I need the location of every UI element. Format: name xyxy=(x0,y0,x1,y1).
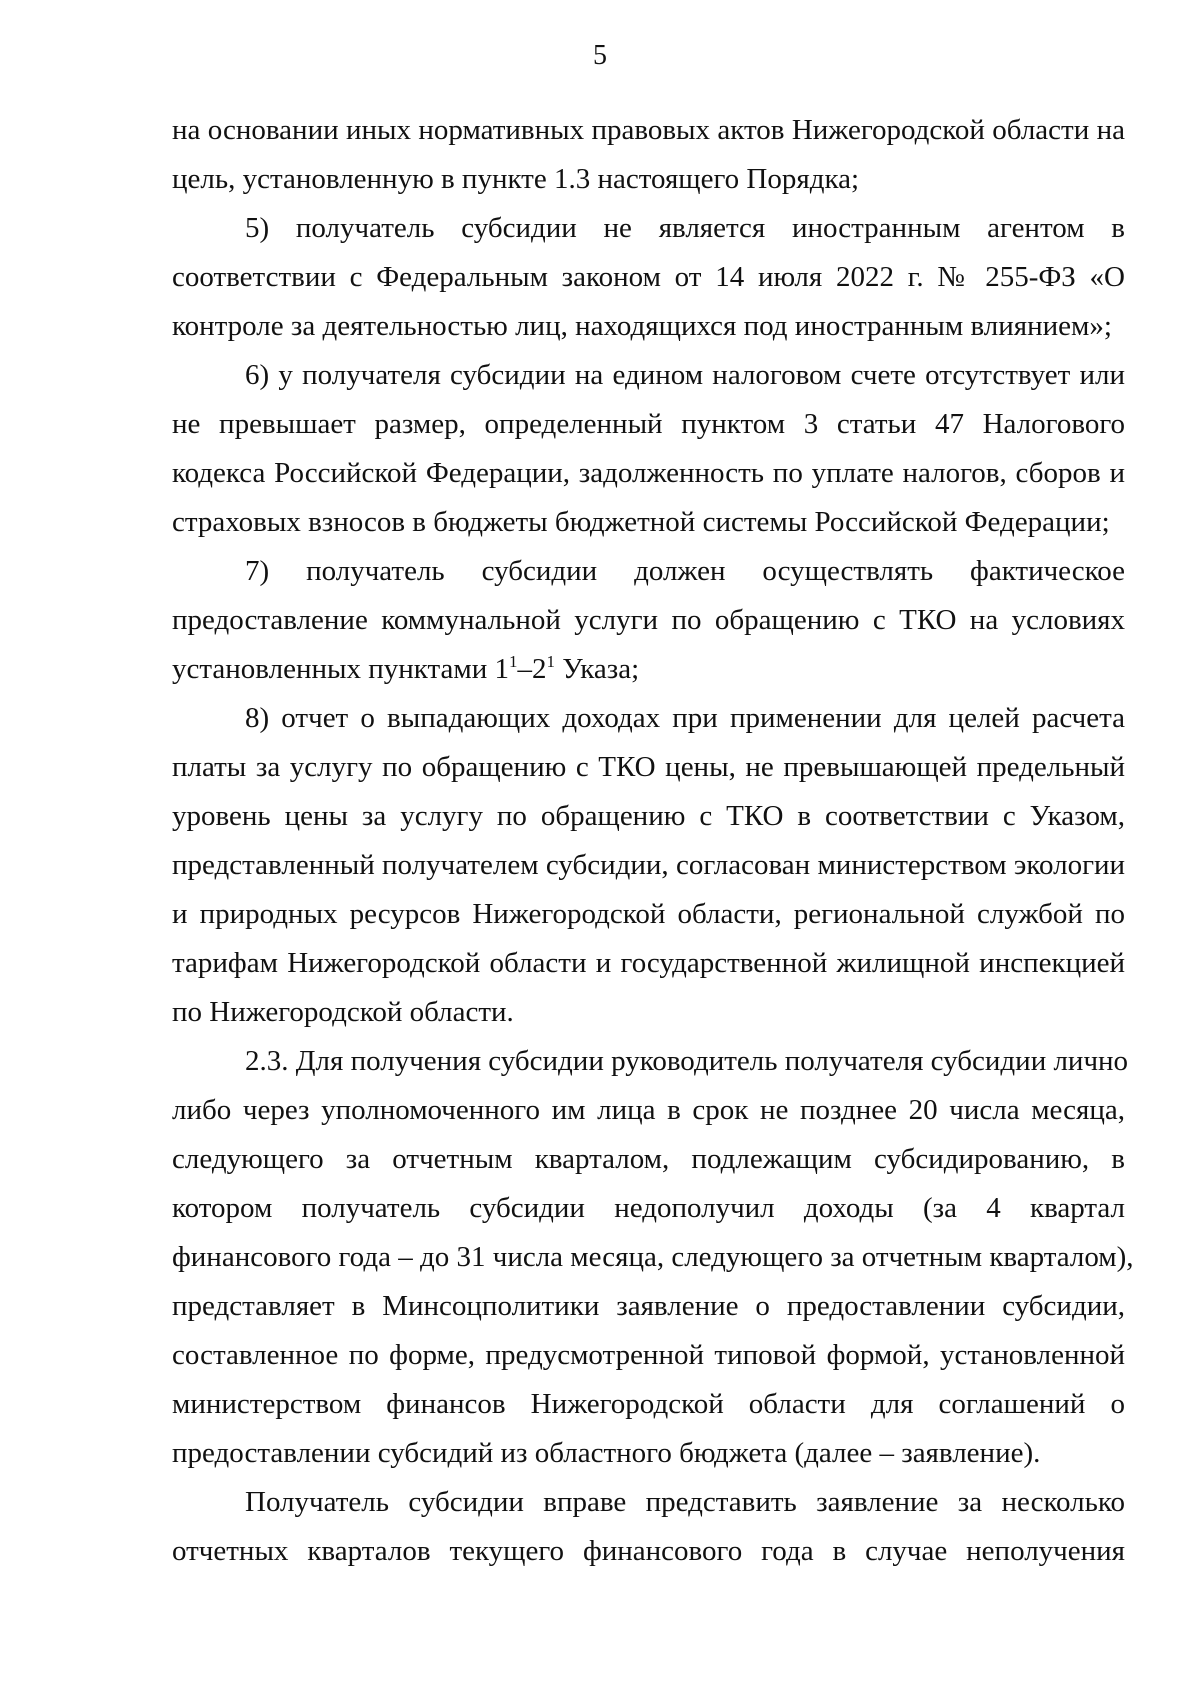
text-line: платы за услугу по обращению с ТКО цены, не превышающей предельный xyxy=(172,751,1125,783)
text-line: министерством финансов Нижегородской области для соглашений о xyxy=(172,1388,1125,1420)
text-line: котором получатель субсидии недополучил доходы (за 4 квартал xyxy=(172,1192,1125,1224)
text-line: Получатель субсидии вправе представить заявление за несколько xyxy=(245,1486,1125,1518)
text-line: на основании иных нормативных правовых актов Нижегородской области на xyxy=(172,114,1125,146)
text-line: 2.3. Для получения субсидии руководитель получателя субсидии лично xyxy=(245,1045,1129,1077)
text-line: соответствии с Федеральным законом от 14 июля 2022 г. № 255-ФЗ «О xyxy=(172,261,1125,293)
text-line: представляет в Минсоцполитики заявление о предоставлении субсидии, xyxy=(172,1290,1125,1322)
text-line: и природных ресурсов Нижегородской области, региональной службой по xyxy=(172,898,1125,930)
page-number: 5 xyxy=(593,40,607,71)
text-line: 6) у получателя субсидии на едином налоговом счете отсутствует или xyxy=(245,359,1125,391)
superscript: 1 xyxy=(508,652,518,671)
text-line: кодекса Российской Федерации, задолженность по уплате налогов, сборов и xyxy=(172,457,1125,489)
text-fragment: –2 xyxy=(517,653,547,685)
text-line xyxy=(172,645,1125,694)
text-line: предоставлении субсидий из областного бюджета (далее – заявление). xyxy=(172,1437,1041,1469)
text-line: финансового года – до 31 числа месяца, следующего за отчетным кварталом), xyxy=(172,1241,1134,1273)
text-line: страховых взносов в бюджеты бюджетной системы Российской Федерации; xyxy=(172,506,1110,538)
text-line: 5) получатель субсидии не является иностранным агентом в xyxy=(245,212,1125,244)
text-line: контроле за деятельностью лиц, находящихся под иностранным влиянием»; xyxy=(172,310,1112,342)
text-line: не превышает размер, определенный пунктом 3 статьи 47 Налогового xyxy=(172,408,1125,440)
text-line: цель, установленную в пункте 1.3 настоящего Порядка; xyxy=(172,163,860,195)
text-line: отчетных кварталов текущего финансового года в случае неполучения xyxy=(172,1535,1125,1567)
document-body xyxy=(172,106,1134,1576)
text-fragment: Указа; xyxy=(554,653,640,685)
text-line: составленное по форме, предусмотренной типовой формой, установленной xyxy=(172,1339,1125,1371)
superscript: 1 xyxy=(546,652,555,671)
text-line: следующего за отчетным кварталом, подлежащим субсидированию, в xyxy=(172,1143,1125,1175)
text-line: уровень цены за услугу по обращению с ТКО в соответствии с Указом, xyxy=(172,800,1125,832)
text-line: тарифам Нижегородской области и государственной жилищной инспекцией xyxy=(172,947,1125,979)
text-fragment: установленных пунктами 1 xyxy=(172,653,509,685)
text-line: предоставление коммунальной услуги по обращению с ТКО на условиях xyxy=(172,604,1125,636)
text-line: представленный получателем субсидии, согласован министерством экологии xyxy=(172,849,1125,881)
text-line: либо через уполномоченного им лица в срок не позднее 20 числа месяца, xyxy=(172,1094,1125,1126)
text-line: 7) получатель субсидии должен осуществлять фактическое xyxy=(245,555,1125,587)
text-line: 8) отчет о выпадающих доходах при применении для целей расчета xyxy=(245,702,1125,734)
text-line: по Нижегородской области. xyxy=(172,996,514,1028)
